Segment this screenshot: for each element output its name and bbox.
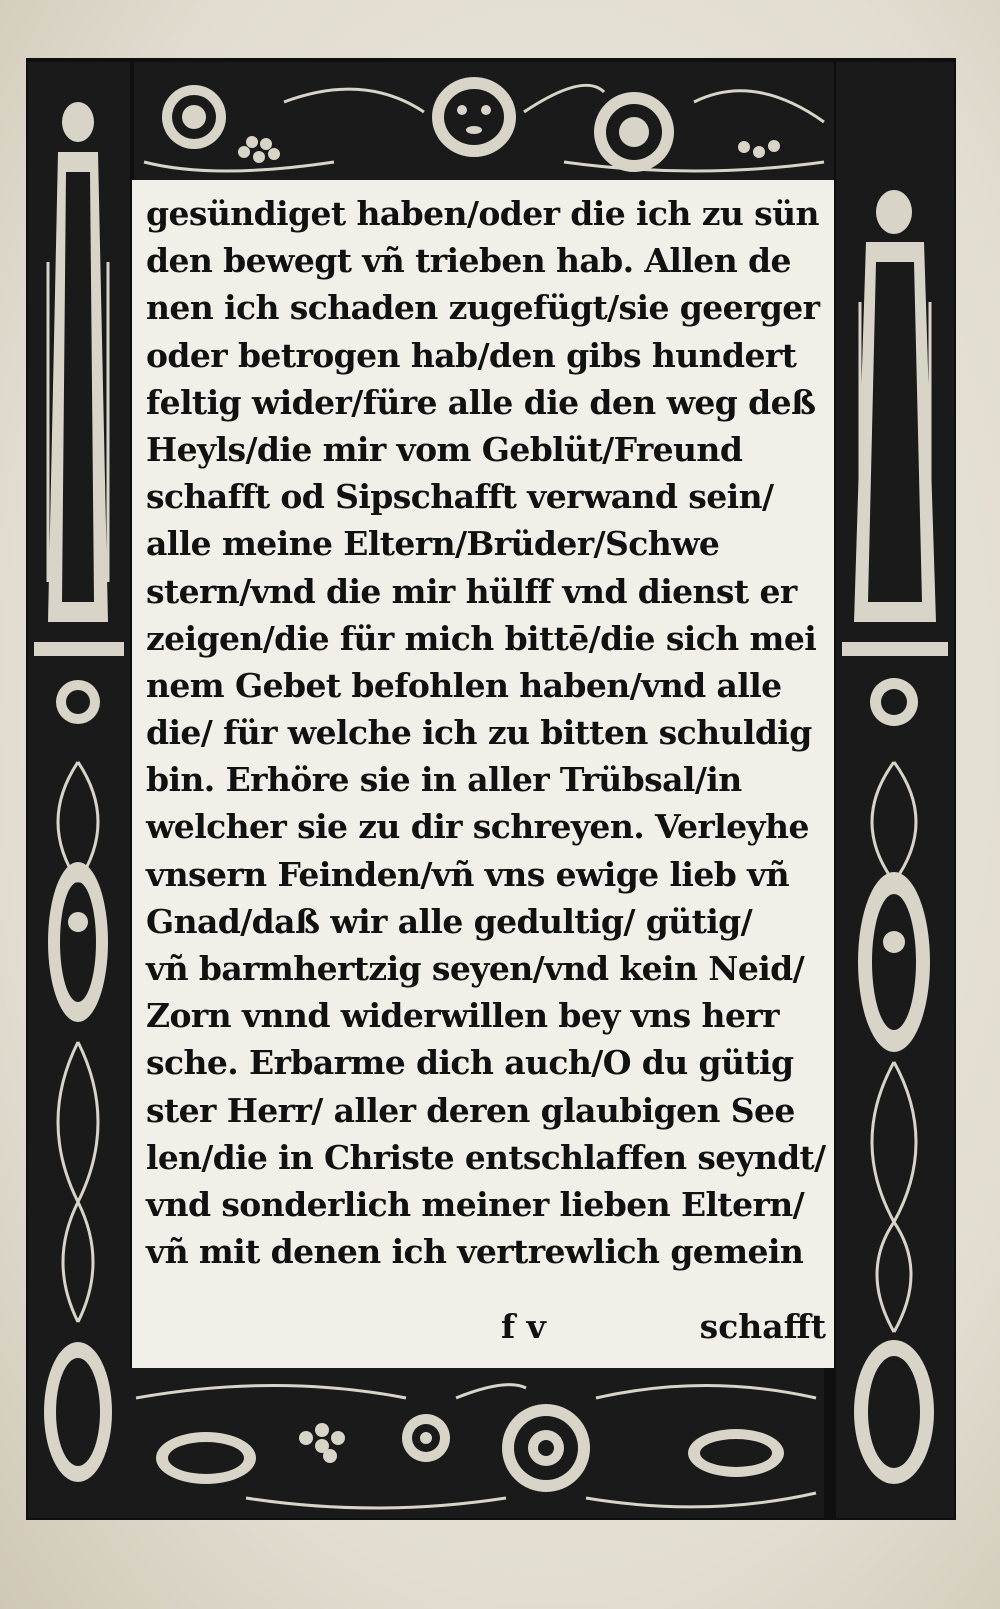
text-line: den bewegt vñ trieben hab. Allen de bbox=[146, 241, 791, 281]
text-line: oder betrogen hab/den gibs hundert bbox=[146, 335, 797, 375]
text-line: zeigen/die für mich bittē/die sich mei bbox=[146, 618, 817, 658]
text-line: vnd sonderlich meiner lieben Eltern/ bbox=[146, 1184, 805, 1224]
text-line: len/die in Christe entschlaffen seyndt/ bbox=[146, 1137, 826, 1177]
text-line: Zorn vnnd widerwillen bey vns herr bbox=[146, 996, 779, 1036]
left-ornament-column bbox=[28, 62, 130, 1518]
page-footer bbox=[146, 1302, 826, 1352]
text-line: alle meine Eltern/Brüder/Schwe bbox=[146, 524, 720, 564]
text-line: welcher sie zu dir schreyen. Verleyhe bbox=[146, 807, 809, 847]
signature-mark: f v bbox=[501, 1307, 546, 1346]
text-line: vnsern Feinden/vñ vns ewige lieb vñ bbox=[146, 854, 790, 894]
text-line: die/ für welche ich zu bitten schuldig bbox=[146, 713, 812, 753]
top-ornament-band bbox=[134, 62, 834, 180]
text-block bbox=[132, 180, 834, 1368]
text-lines bbox=[146, 190, 826, 1275]
text-line: Gnad/daß wir alle gedultig/ gütig/ bbox=[146, 901, 753, 941]
text-line: vñ barmhertzig seyen/vnd kein Neid/ bbox=[146, 949, 805, 988]
text-line: gesündiget haben/oder die ich zu sün bbox=[146, 194, 819, 233]
text-line: schafft od Sipschafft verwand sein/ bbox=[146, 477, 774, 517]
text-line: vñ mit denen ich vertrewlich gemein bbox=[146, 1232, 804, 1272]
right-ornament-column bbox=[836, 62, 954, 1518]
text-line: nen ich schaden zugefügt/sie geerger bbox=[146, 288, 820, 328]
catchword: schafft bbox=[699, 1307, 826, 1346]
bottom-ornament-band bbox=[126, 1368, 824, 1518]
text-line: sche. Erbarme dich auch/O du gütig bbox=[146, 1043, 794, 1083]
text-line: nem Gebet befohlen haben/vnd alle bbox=[146, 665, 782, 705]
text-line: feltig wider/füre alle die den weg deß bbox=[146, 382, 816, 422]
text-line: Heyls/die mir vom Geblüt/Freund bbox=[146, 429, 743, 469]
text-line: ster Herr/ aller deren glaubigen See bbox=[146, 1090, 795, 1130]
text-line: stern/vnd die mir hülff vnd dienst er bbox=[146, 571, 797, 611]
text-line: bin. Erhöre sie in aller Trübsal/in bbox=[146, 760, 742, 800]
